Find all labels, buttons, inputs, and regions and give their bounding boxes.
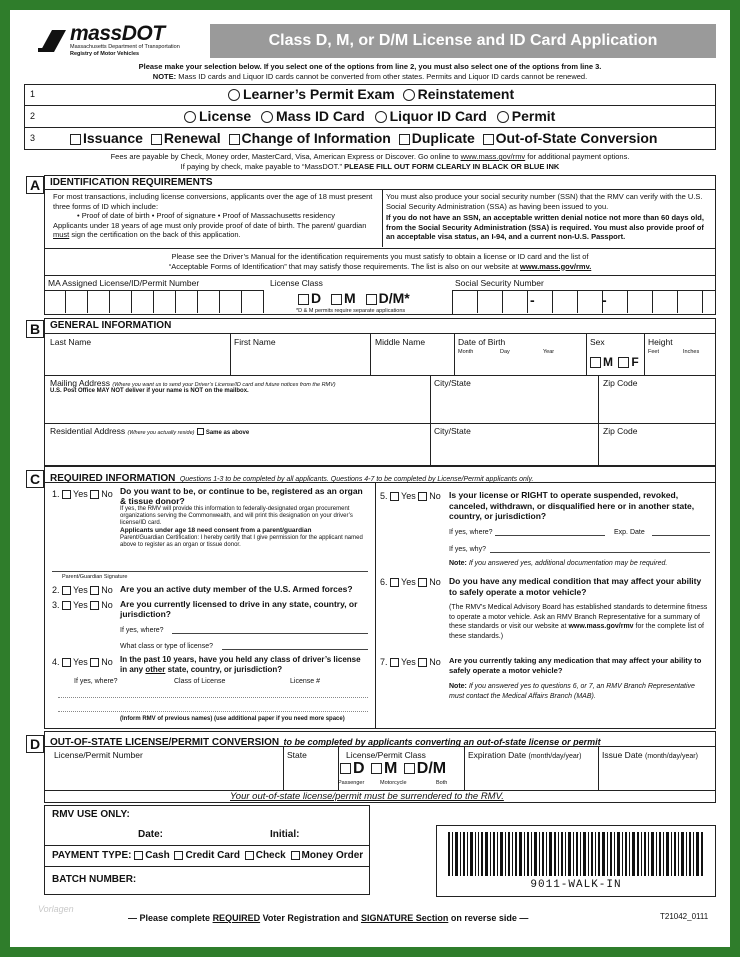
q4-number: 4. bbox=[52, 657, 60, 667]
divider bbox=[375, 482, 376, 729]
q2-no-checkbox[interactable] bbox=[90, 586, 99, 595]
section-d-heading bbox=[50, 732, 601, 750]
batch-number-label: BATCH NUMBER: bbox=[52, 874, 137, 885]
q6-detail-end: for the complete list of these standards.) bbox=[449, 623, 705, 640]
section-c-letter: C bbox=[26, 470, 44, 488]
license-number-label: MA Assigned License/ID/Permit Number bbox=[48, 278, 200, 288]
q3-question: Are you currently licensed to drive in any state, country, or jurisdiction? bbox=[120, 599, 358, 619]
divider bbox=[382, 189, 383, 247]
sex-label: Sex bbox=[590, 337, 605, 347]
under18-text-end: sign the certification on the back of this application. bbox=[71, 230, 241, 239]
id-req-intro: For most transactions, including license conversions, applicants over the age of 18 must present three forms of ID which include: bbox=[53, 192, 373, 211]
same-as-above-checkbox[interactable] bbox=[197, 428, 204, 435]
under18-text: Applicants under 18 years of age must only provide proof of date of birth. The parent/ guardian bbox=[53, 220, 367, 230]
q1-no-checkbox[interactable] bbox=[90, 490, 99, 499]
ssn-requirement: You must also produce your social security number (SSN) that the RMV can verify with the U.S. Social Security Administration (SSA) as having been issued to you. bbox=[386, 192, 703, 211]
form-title: Class D, M, or D/M License and ID Card Application bbox=[210, 24, 716, 58]
manual-text-2a: “Acceptable Forms of Identification” that may satisfy those requirements. The list is also on our website at bbox=[168, 261, 518, 271]
q5-why-line[interactable] bbox=[490, 552, 710, 553]
class-d-checkbox[interactable] bbox=[298, 294, 309, 305]
class-dm-label: D/M* bbox=[378, 290, 410, 306]
oos-issue-text: Issue Date bbox=[602, 750, 643, 760]
sex-f-checkbox[interactable] bbox=[618, 357, 629, 368]
row3-options bbox=[70, 130, 657, 146]
q5-exp-label: Exp. Date bbox=[614, 529, 645, 536]
license-number-boxes bbox=[44, 291, 264, 313]
divider bbox=[44, 375, 716, 376]
logo-mark-icon bbox=[38, 28, 68, 56]
check-payable-text: If paying by check, make payable to “MassDOT.” bbox=[180, 162, 342, 171]
sex-options bbox=[590, 355, 639, 369]
parent-signature-label: Parent/Guardian Signature bbox=[62, 574, 128, 580]
fees-line-1 bbox=[24, 152, 716, 162]
oos-class-dm-label: D/M bbox=[416, 760, 447, 777]
license-number-field[interactable] bbox=[44, 290, 264, 315]
class-d-label: D bbox=[311, 290, 322, 306]
q2-yes-checkbox[interactable] bbox=[62, 586, 71, 595]
residential-zip-label: Zip Code bbox=[603, 426, 638, 436]
section-c-note: Questions 1-3 to be completed by all applicants. Questions 4-7 to be completed by License/Permit applicants only. bbox=[179, 476, 534, 483]
q5-number: 5. bbox=[380, 491, 388, 501]
rmv-use-title: RMV USE ONLY: bbox=[52, 809, 130, 820]
section-d-note: to be completed by applicants converting an out-of-state license or permit bbox=[283, 737, 601, 747]
q4-no-label: No bbox=[101, 657, 113, 667]
q3-yes-label: Yes bbox=[73, 600, 88, 610]
q2-answer bbox=[52, 585, 113, 596]
q7-question: Are you currently taking any medication that may affect your ability to safely operate a motor vehicle? bbox=[449, 656, 702, 675]
q1-question: Do you want to be, or continue to be, registered as an organ & tissue donor? bbox=[120, 486, 363, 506]
fees-text-end: for additional payment options. bbox=[527, 152, 630, 161]
payment-type-label: PAYMENT TYPE: bbox=[52, 850, 132, 861]
q6-number: 6. bbox=[380, 577, 388, 587]
divider bbox=[230, 333, 231, 375]
check-label: Check bbox=[255, 850, 286, 861]
intro-line: Please make your selection below. If you select one of the options from line 2, you must also select one of the options from line 3. bbox=[138, 62, 602, 71]
q4-yes-checkbox[interactable] bbox=[62, 658, 71, 667]
height-feet: Feet bbox=[648, 349, 660, 355]
intro-note-text: Mass ID cards and Liquor ID cards cannot be converted from other states. Permits and Liquor ID cards cannot be renewed. bbox=[178, 72, 588, 81]
oos-exp-label bbox=[468, 750, 581, 762]
section-c-heading bbox=[50, 468, 533, 486]
sex-m-label: M bbox=[603, 355, 613, 369]
q7-no-checkbox[interactable] bbox=[418, 658, 427, 667]
q2-question: Are you an active duty member of the U.S. Armed forces? bbox=[120, 584, 353, 594]
q3-class-label: What class or type of license? bbox=[120, 643, 213, 650]
footer-text-a: — Please complete bbox=[128, 913, 211, 923]
permit-label: Permit bbox=[511, 108, 556, 124]
q4-text-a: In the past 10 years, have you held any class of driver’s license in any bbox=[120, 655, 361, 674]
q3-no-checkbox[interactable] bbox=[90, 601, 99, 610]
q6-answer bbox=[380, 577, 441, 588]
q5-yes-checkbox[interactable] bbox=[390, 492, 399, 501]
mailing-label-text: Mailing Address bbox=[50, 378, 111, 388]
barcode-icon bbox=[446, 832, 706, 876]
license-label: License bbox=[199, 108, 252, 124]
renewal-checkbox[interactable] bbox=[151, 134, 162, 145]
out-of-state-checkbox[interactable] bbox=[483, 134, 494, 145]
intro-note bbox=[24, 72, 716, 82]
q4-other: other bbox=[145, 665, 166, 674]
oos-license-number-label: License/Permit Number bbox=[54, 750, 143, 760]
permit-radio[interactable] bbox=[497, 111, 509, 123]
sex-m-checkbox[interactable] bbox=[590, 357, 601, 368]
section-c-title: REQUIRED INFORMATION bbox=[50, 473, 176, 484]
manual-text-2 bbox=[44, 262, 716, 272]
q6-detail bbox=[449, 603, 711, 641]
divider bbox=[24, 127, 716, 128]
ssn-field[interactable] bbox=[452, 290, 716, 315]
reinstatement-label: Reinstatement bbox=[417, 86, 515, 102]
mass-id-label: Mass ID Card bbox=[276, 108, 365, 124]
row1-options bbox=[228, 86, 514, 102]
mailing-hint: (Where you want us to send your Driver’s License/ID card and future notices from the RMV) bbox=[112, 382, 336, 388]
oos-exp-format: (month/day/year) bbox=[528, 753, 582, 760]
q4-question bbox=[120, 655, 368, 675]
q6-detail-text: (The RMV’s Medical Advisory Board has established standards to determine fitness to operate a motor vehicle. Ask an RMV Branch Representative for a summary of these standards or visit our website at bbox=[449, 604, 708, 630]
liquor-id-radio[interactable] bbox=[375, 111, 387, 123]
divider bbox=[283, 746, 284, 790]
class-m-checkbox[interactable] bbox=[331, 294, 342, 305]
q4-license-label: License # bbox=[290, 678, 320, 685]
divider bbox=[586, 333, 587, 375]
divider bbox=[454, 333, 455, 375]
divider bbox=[598, 375, 599, 465]
check-checkbox[interactable] bbox=[245, 851, 254, 860]
payment-type bbox=[52, 850, 363, 861]
ink-instruction: PLEASE FILL OUT FORM CLEARLY IN BLACK OR BLUE INK bbox=[344, 162, 560, 171]
footer-signature: SIGNATURE Section bbox=[360, 913, 449, 923]
footer-text-c: on reverse side — bbox=[450, 913, 529, 923]
class-note: *D & M permits require separate applications bbox=[296, 308, 406, 314]
rmv-website-link[interactable]: www.mass.gov/rmv bbox=[460, 152, 526, 161]
section-d-title: OUT-OF-STATE LICENSE/PERMIT CONVERSION bbox=[50, 737, 280, 748]
q1-yes-label: Yes bbox=[73, 489, 88, 499]
q1-number: 1. bbox=[52, 489, 60, 499]
q3-yes-checkbox[interactable] bbox=[62, 601, 71, 610]
dob-year: Year bbox=[543, 349, 555, 355]
id-req-under18 bbox=[53, 221, 379, 240]
row-number-1: 1 bbox=[30, 89, 36, 99]
oos-exp-text: Expiration Date bbox=[468, 750, 527, 760]
divider bbox=[44, 189, 716, 190]
q2-yes-label: Yes bbox=[73, 585, 88, 595]
q5-why-label: If yes, why? bbox=[449, 546, 486, 553]
ssn-label: Social Security Number bbox=[455, 278, 544, 288]
q4-line-1[interactable] bbox=[58, 697, 368, 698]
q4-line-2[interactable] bbox=[58, 711, 368, 712]
q6-no-label: No bbox=[429, 577, 441, 587]
q6-yes-label: Yes bbox=[401, 577, 416, 587]
oos-class-d-label: D bbox=[353, 760, 365, 777]
mass-id-radio[interactable] bbox=[261, 111, 273, 123]
divider bbox=[44, 746, 716, 747]
oos-state-label: State bbox=[287, 750, 307, 760]
row-number-2: 2 bbox=[30, 111, 36, 121]
divider bbox=[598, 746, 599, 790]
q7-note-text: If you answered yes to questions 6, or 7, an RMV Branch Representative must contact the Medical Affairs Branch (MAB). bbox=[449, 683, 695, 700]
cash-label: Cash bbox=[145, 850, 170, 861]
oos-class-motorcycle: Motorcycle bbox=[380, 780, 407, 786]
watermark: Vorlagen bbox=[38, 904, 74, 914]
q3-number: 3. bbox=[52, 600, 60, 610]
divider bbox=[44, 333, 716, 334]
logo-subtitle-2: Registry of Motor Vehicles bbox=[70, 51, 140, 57]
oos-class-dm-checkbox[interactable] bbox=[404, 763, 415, 774]
change-info-checkbox[interactable] bbox=[229, 134, 240, 145]
q7-note bbox=[449, 682, 711, 702]
manual-link[interactable]: www.mass.gov/rmv. bbox=[520, 261, 592, 271]
q2-number: 2. bbox=[52, 585, 60, 595]
q7-note-label: Note: bbox=[449, 683, 467, 690]
q5-no-checkbox[interactable] bbox=[418, 492, 427, 501]
q5-question: Is your license or RIGHT to operate suspended, revoked, canceled, withdrawn, or disqualified here or in another state, country, or jurisdiction? bbox=[449, 490, 695, 521]
q1-answer bbox=[52, 489, 113, 500]
q7-yes-label: Yes bbox=[401, 657, 416, 667]
q3-where-label: If yes, where? bbox=[120, 627, 164, 634]
divider bbox=[44, 866, 370, 867]
oos-class-options bbox=[340, 760, 446, 778]
issuance-label: Issuance bbox=[83, 130, 143, 146]
renewal-label: Renewal bbox=[163, 130, 221, 146]
divider bbox=[44, 248, 716, 249]
q5-note-label: Note: bbox=[449, 560, 467, 567]
mailing-note: U.S. Post Office MAY NOT deliver if your name is NOT on the mailbox. bbox=[50, 388, 249, 394]
divider bbox=[370, 333, 371, 375]
id-req-left bbox=[53, 192, 379, 240]
sex-f-label: F bbox=[631, 355, 639, 369]
q5-answer bbox=[380, 491, 441, 502]
license-class-options bbox=[298, 290, 410, 306]
q7-answer bbox=[380, 657, 441, 668]
dob-month: Month bbox=[458, 349, 474, 355]
duplicate-checkbox[interactable] bbox=[399, 134, 410, 145]
q3-answer bbox=[52, 600, 113, 611]
q5-where-line[interactable] bbox=[495, 535, 605, 536]
q5-where-label: If yes, where? bbox=[449, 529, 493, 536]
divider bbox=[44, 423, 716, 424]
ssn-boxes bbox=[453, 291, 716, 313]
footer-required: REQUIRED bbox=[212, 913, 261, 923]
divider bbox=[24, 105, 716, 106]
rmv-initial-label: Initial: bbox=[270, 829, 300, 840]
money-order-label: Money Order bbox=[301, 850, 364, 861]
oos-class-m-checkbox[interactable] bbox=[371, 763, 382, 774]
q1-text bbox=[120, 487, 368, 549]
q4-class-label: Class of License bbox=[174, 678, 226, 685]
q6-yes-checkbox[interactable] bbox=[390, 578, 399, 587]
residential-hint: (Where you actually reside) bbox=[127, 430, 195, 436]
q1-under18: Applicants under age 18 need consent from a parent/guardian bbox=[120, 527, 312, 534]
divider bbox=[44, 275, 716, 276]
height-label: Height bbox=[648, 337, 673, 347]
out-of-state-label: Out-of-State Conversion bbox=[495, 130, 658, 146]
residential-address-label bbox=[50, 426, 249, 438]
cash-checkbox[interactable] bbox=[134, 851, 143, 860]
q3-no-label: No bbox=[101, 600, 113, 610]
section-a-letter: A bbox=[26, 176, 44, 194]
same-as-above-label: Same as above bbox=[205, 430, 250, 436]
q4-text-b: state, country, or jurisdiction? bbox=[167, 665, 283, 674]
q5-exp-line[interactable] bbox=[652, 535, 710, 536]
q4-inform: (Inform RMV of previous names) (use additional paper if you need more space) bbox=[120, 716, 345, 722]
q7-yes-checkbox[interactable] bbox=[390, 658, 399, 667]
money-order-checkbox[interactable] bbox=[291, 851, 300, 860]
form-number: T21042_0111 bbox=[660, 912, 709, 921]
reinstatement-radio[interactable] bbox=[403, 89, 415, 101]
q7-number: 7. bbox=[380, 657, 388, 667]
parent-signature-line[interactable] bbox=[52, 571, 368, 572]
logo-brand: massDOT bbox=[70, 22, 165, 45]
row-number-3: 3 bbox=[30, 133, 36, 143]
surrender-notice: Your out-of-state license/permit must be surrendered to the RMV. bbox=[230, 791, 504, 802]
first-name-label: First Name bbox=[234, 337, 276, 347]
residential-label-text: Residential Address bbox=[50, 426, 126, 436]
q1-parent-cert: Parent/Guardian Certification: I hereby certify that I give permission for the applicant named above to register as an organ or tissue donor. bbox=[120, 534, 363, 548]
massdot-logo bbox=[38, 24, 208, 60]
no-ssn-requirement: If you do not have an SSN, an acceptable written denial notice not more than 60 days old, from the Social Security Administration (SSA) is required. You must also provide proof of an acceptable visa status, an I-94, and a current non-U.S. Passport. bbox=[386, 213, 704, 241]
q6-question: Do you have any medical condition that may affect your ability to safely operate a motor vehicle? bbox=[449, 576, 702, 597]
credit-card-label: Credit Card bbox=[185, 850, 240, 861]
mailing-city-label: City/State bbox=[434, 378, 471, 388]
learners-permit-label: Learner’s Permit Exam bbox=[243, 86, 395, 102]
id-req-bullets: • Proof of date of birth • Proof of signature • Proof of Massachusetts residency bbox=[77, 211, 336, 220]
q5-yes-label: Yes bbox=[401, 491, 416, 501]
q5-no-label: No bbox=[429, 491, 441, 501]
section-d-letter: D bbox=[26, 735, 44, 753]
oos-class-m-label: M bbox=[384, 760, 398, 777]
section-b-heading: GENERAL INFORMATION bbox=[50, 320, 172, 331]
middle-name-label: Middle Name bbox=[375, 337, 426, 347]
divider bbox=[644, 333, 645, 375]
footer-text-b: Voter Registration and bbox=[262, 913, 359, 923]
mailing-zip-label: Zip Code bbox=[603, 378, 638, 388]
q4-yes-label: Yes bbox=[73, 657, 88, 667]
id-req-right bbox=[386, 192, 708, 242]
rmv-date-label: Date: bbox=[138, 829, 164, 840]
last-name-label: Last Name bbox=[50, 337, 92, 347]
oos-issue-label bbox=[602, 750, 712, 762]
intro-note-label: NOTE: bbox=[152, 72, 177, 81]
residential-city-label: City/State bbox=[434, 426, 471, 436]
divider bbox=[44, 482, 716, 483]
dob-day: Day bbox=[500, 349, 510, 355]
duplicate-label: Duplicate bbox=[411, 130, 475, 146]
change-info-label: Change of Information bbox=[241, 130, 391, 146]
section-a-heading: IDENTIFICATION REQUIREMENTS bbox=[50, 177, 213, 188]
q2-no-label: No bbox=[101, 585, 113, 595]
q6-no-checkbox[interactable] bbox=[418, 578, 427, 587]
oos-class-passenger: Passenger bbox=[338, 780, 365, 786]
row2-options bbox=[184, 108, 555, 124]
credit-card-checkbox[interactable] bbox=[174, 851, 183, 860]
license-class-label: License Class bbox=[270, 278, 323, 288]
ssn-dash-2: - bbox=[602, 292, 607, 308]
section-b-letter: B bbox=[26, 320, 44, 338]
liquor-id-label: Liquor ID Card bbox=[389, 108, 487, 124]
q7-no-label: No bbox=[429, 657, 441, 667]
q4-where-label: If yes, where? bbox=[74, 678, 118, 685]
q1-yes-checkbox[interactable] bbox=[62, 490, 71, 499]
logo-subtitle-1: Massachusetts Department of Transportation bbox=[70, 44, 180, 50]
q1-detail: If yes, the RMV will provide this information to federally-designated organ procurement organizations serving the Commonwealth, and will print this designation on your driver’s license/ID card. bbox=[120, 506, 353, 526]
height-inches: Inches bbox=[683, 349, 700, 355]
class-m-label: M bbox=[344, 290, 356, 306]
q5-note-text: If you answered yes, additional documentation may be required. bbox=[468, 560, 668, 567]
q1-no-label: No bbox=[101, 489, 113, 499]
divider bbox=[44, 845, 370, 846]
class-dm-checkbox[interactable] bbox=[366, 294, 377, 305]
q4-no-checkbox[interactable] bbox=[90, 658, 99, 667]
oos-issue-format: (month/day/year) bbox=[645, 753, 698, 760]
barcode-text: 9011-WALK-IN bbox=[530, 879, 622, 891]
drivers-manual-note bbox=[44, 252, 716, 271]
license-radio[interactable] bbox=[184, 111, 196, 123]
oos-class-both: Both bbox=[436, 780, 448, 786]
q3-class-line[interactable] bbox=[222, 649, 368, 650]
fees-line-2 bbox=[24, 162, 716, 172]
manual-text-1: Please see the Driver’s Manual for the identification requirements you must satisfy to obtain a license or ID card and the list of bbox=[171, 252, 589, 261]
learners-permit-radio[interactable] bbox=[228, 89, 240, 101]
issuance-checkbox[interactable] bbox=[70, 134, 81, 145]
fees-text: Fees are payable by Check, Money order, MasterCard, Visa, American Express or Discover. Go online to bbox=[110, 152, 459, 161]
q4-answer bbox=[52, 657, 113, 668]
dob-label: Date of Birth bbox=[458, 337, 506, 347]
oos-class-d-checkbox[interactable] bbox=[340, 763, 351, 774]
must-text: must bbox=[53, 230, 70, 239]
divider bbox=[430, 375, 431, 465]
oos-class-label: License/Permit Class bbox=[346, 750, 426, 760]
q6-link[interactable]: www.mass.gov/rmv bbox=[568, 623, 634, 630]
footer-instruction bbox=[128, 913, 528, 923]
q5-note bbox=[449, 560, 667, 567]
ssn-dash-1: - bbox=[530, 292, 535, 308]
q3-where-line[interactable] bbox=[172, 633, 368, 634]
divider bbox=[464, 746, 465, 790]
